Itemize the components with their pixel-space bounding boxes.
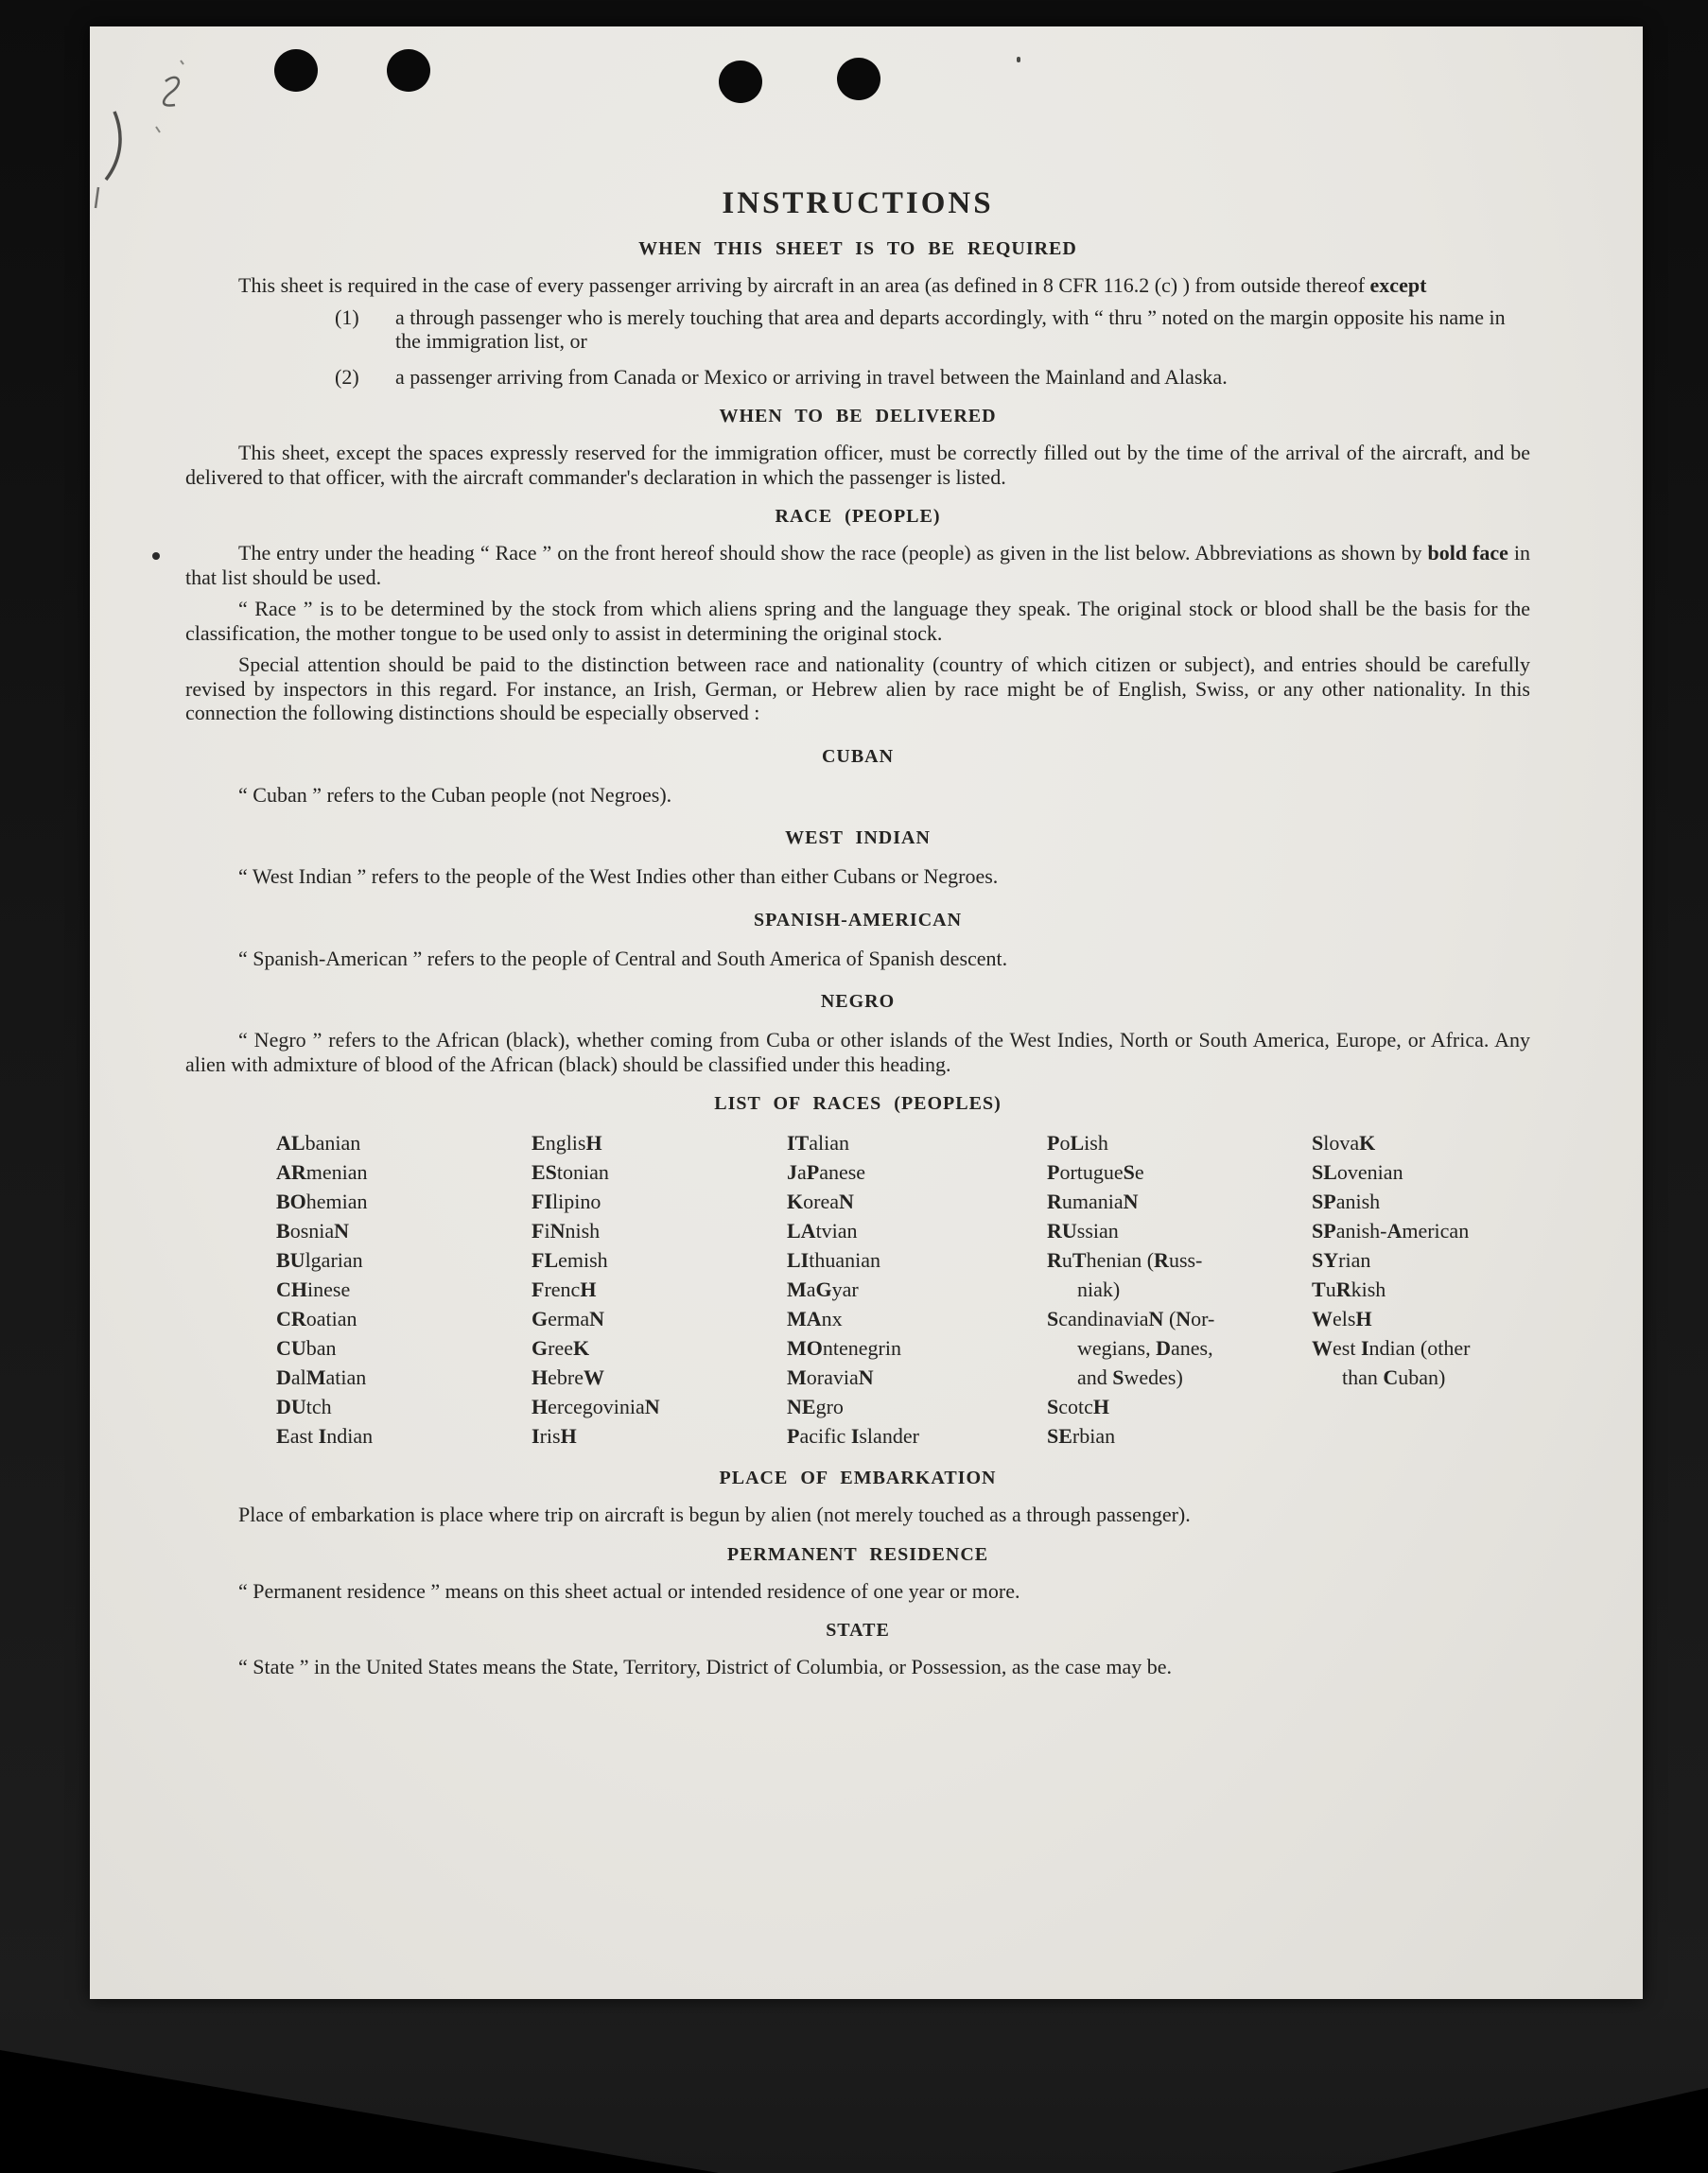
race-list-line: than Cuban) (1342, 1365, 1446, 1389)
race-list-item (276, 1216, 532, 1245)
item-text: a passenger arriving from Canada or Mexico or arriving in travel between the Mainland and Alaska. (395, 364, 1228, 389)
race-list-item (1312, 1245, 1545, 1275)
race-list-item (276, 1187, 532, 1216)
race-list-item (276, 1304, 532, 1333)
race-list (276, 1128, 1530, 1451)
race-list-line: LAtvian (787, 1219, 858, 1243)
heading-cuban: CUBAN (821, 745, 895, 767)
race-list-item (532, 1333, 787, 1363)
punch-hole-icon (274, 49, 318, 92)
race-list-line: MAnx (787, 1307, 843, 1330)
paragraph-west-indian: “ West Indian ” refers to the people of the West Indies other than either Cubans or Negroes. (238, 864, 999, 888)
race-list-item (1312, 1187, 1545, 1216)
race-list-item (1312, 1128, 1545, 1157)
race-list-line: NEgro (787, 1395, 844, 1418)
race-list-line: BOhemian (276, 1190, 368, 1213)
race-list-item (532, 1304, 787, 1333)
race-list-column (532, 1128, 787, 1451)
race-list-item (1047, 1421, 1312, 1451)
race-list-column (1312, 1128, 1545, 1451)
race-list-item (787, 1157, 1047, 1187)
race-list-line: EnglisH (532, 1131, 602, 1155)
race-list-item (532, 1392, 787, 1421)
race-list-line: LIthuanian (787, 1248, 881, 1272)
race-list-item (1047, 1187, 1312, 1216)
race-list-line: IrisH (532, 1424, 577, 1448)
race-list-line: CHinese (276, 1278, 351, 1301)
race-list-item (276, 1392, 532, 1421)
paragraph-when-required: This sheet is required in the case of every passenger arriving by aircraft in an area (as defined in 8 CFR 116.2 (c) ) from outside thereof except (238, 273, 1427, 297)
race-list-item (532, 1216, 787, 1245)
race-list-line: PortugueSe (1047, 1160, 1144, 1184)
heading-embarkation: PLACE OF EMBARKATION (719, 1468, 997, 1488)
race-list-item (1312, 1275, 1545, 1304)
race-list-line: ITalian (787, 1131, 850, 1155)
race-list-item (532, 1187, 787, 1216)
race-list-line: RuThenian (Russ- (1047, 1248, 1203, 1272)
race-list-line: ScotcH (1047, 1395, 1110, 1418)
paragraph-cuban: “ Cuban ” refers to the Cuban people (not Negroes). (238, 782, 672, 807)
race-list-line: niak) (1077, 1278, 1121, 1301)
race-list-item (276, 1275, 532, 1304)
race-list-line: FIlipino (532, 1190, 601, 1213)
race-list-line: DUtch (276, 1395, 332, 1418)
race-list-line: wegians, Danes, (1077, 1336, 1213, 1360)
race-list-line: RumaniaN (1047, 1190, 1139, 1213)
race-list-line: GreeK (532, 1336, 590, 1360)
race-list-line: SPanish (1312, 1190, 1381, 1213)
race-list-line: East Indian (276, 1424, 374, 1448)
ink-dot (152, 552, 160, 560)
page-title: INSTRUCTIONS (722, 186, 994, 220)
race-list-item (787, 1216, 1047, 1245)
paragraph-residence: “ Permanent residence ” means on this sheet actual or intended residence of one year or more. (238, 1578, 1020, 1603)
paragraph-when-delivered: This sheet, except the spaces expressly reserved for the immigration officer, must be correctly filled out by the time of the arrival of the aircraft, and be delivered to that officer, with the aircraft commander's declaration in which the passenger is listed. (185, 441, 1530, 489)
exception-item-2 (335, 365, 1513, 390)
race-list-line: MoraviaN (787, 1365, 874, 1389)
race-list-line: PoLish (1047, 1131, 1108, 1155)
race-list-item (532, 1128, 787, 1157)
race-list-line: SYrian (1312, 1248, 1371, 1272)
race-list-line: and Swedes) (1077, 1365, 1183, 1389)
race-list-line: CUban (276, 1336, 337, 1360)
race-list-item (532, 1363, 787, 1392)
race-list-line: SErbian (1047, 1424, 1116, 1448)
race-list-item (532, 1421, 787, 1451)
paragraph-embarkation: Place of embarkation is place where trip on aircraft is begun by alien (not merely touched as a through passenger). (238, 1503, 1191, 1526)
heading-race-people: RACE (PEOPLE) (775, 506, 941, 527)
heading-west-indian: WEST INDIAN (785, 827, 931, 848)
race-list-line: West Indian (other (1312, 1336, 1471, 1360)
scan-shadow-bottom-left (0, 2050, 719, 2173)
race-list-item (1312, 1333, 1545, 1392)
race-list-line: BosniaN (276, 1219, 350, 1243)
race-list-line: KoreaN (787, 1190, 854, 1213)
race-list-item (1047, 1128, 1312, 1157)
document-page (90, 26, 1643, 1999)
paragraph-spanish-american: “ Spanish-American ” refers to the people of Central and South America of Spanish descent. (238, 946, 1008, 970)
heading-spanish-american: SPANISH-AMERICAN (753, 909, 963, 930)
race-list-item (1047, 1392, 1312, 1421)
paragraph-race-1: The entry under the heading “ Race ” on the front hereof should show the race (people) as given in the list below. Abbreviations as shown by bold face in that list should be used. (185, 541, 1530, 589)
page-content (185, 185, 1530, 1687)
item-text: a through passenger who is merely touching that area and departs accordingly, with “ thru ” noted on the margin opposite his name in the immigration list, or (395, 304, 1506, 353)
race-list-item (787, 1245, 1047, 1275)
race-list-column (276, 1128, 532, 1451)
race-list-item (276, 1245, 532, 1275)
race-list-line: SPanish-American (1312, 1219, 1470, 1243)
race-list-item (1047, 1216, 1312, 1245)
race-list-column (787, 1128, 1047, 1451)
race-list-item (1047, 1304, 1312, 1392)
heading-negro: NEGRO (820, 991, 896, 1012)
race-list-line: DalMatian (276, 1365, 367, 1389)
race-list-line: TuRkish (1312, 1278, 1386, 1301)
item-number: (1) (335, 304, 359, 329)
race-list-item (787, 1392, 1047, 1421)
race-list-line: Pacific Islander (787, 1424, 919, 1448)
race-list-line: ALbanian (276, 1131, 361, 1155)
race-list-line: RUssian (1047, 1219, 1119, 1243)
race-list-item (1047, 1245, 1312, 1304)
paragraph-race-3: Special attention should be paid to the distinction between race and nationality (country of which citizen or subject), and entries should be carefully revised by inspectors in this regard. For instance, an Irish, German, or Hebrew alien by race might be of English, Swiss, or any other nationality. In this connection the following distinctions should be especially observed : (185, 652, 1530, 724)
paragraph-state: “ State ” in the United States means the State, Territory, District of Columbia, or Possession, as the case may be. (238, 1655, 1173, 1678)
heading-residence: PERMANENT RESIDENCE (726, 1543, 989, 1565)
exception-item-1 (335, 305, 1513, 354)
race-list-line: FLemish (532, 1248, 608, 1272)
paragraph-race-2: “ Race ” is to be determined by the stock from which aliens spring and the language they speak. The original stock or blood shall be the basis for the classification, the mother tongue to be used only to assist in determining the original stock. (185, 597, 1530, 645)
punch-hole-icon (837, 58, 880, 100)
race-list-item (532, 1245, 787, 1275)
race-list-item (787, 1275, 1047, 1304)
race-list-line: SLovenian (1312, 1160, 1403, 1184)
punch-hole-icon (387, 49, 430, 92)
race-list-line: ScandinaviaN (Nor- (1047, 1307, 1215, 1330)
race-list-line: GermaN (532, 1307, 604, 1330)
race-list-line: JaPanese (787, 1160, 866, 1184)
race-list-item (787, 1187, 1047, 1216)
race-list-line: FrencH (532, 1278, 597, 1301)
heading-when-delivered: WHEN TO BE DELIVERED (719, 406, 997, 426)
exception-list (185, 305, 1530, 390)
race-list-line: ARmenian (276, 1160, 368, 1184)
race-list-line: HercegoviniaN (532, 1395, 660, 1418)
race-list-line: EStonian (532, 1160, 609, 1184)
race-list-item (276, 1421, 532, 1451)
race-list-line: CRoatian (276, 1307, 357, 1330)
race-list-line: WelsH (1312, 1307, 1372, 1330)
scan-speck (1017, 57, 1020, 62)
race-list-item (276, 1333, 532, 1363)
race-list-line: MOntenegrin (787, 1336, 901, 1360)
race-list-item (787, 1421, 1047, 1451)
race-list-line: MaGyar (787, 1278, 859, 1301)
race-list-line: BUlgarian (276, 1248, 363, 1272)
heading-when-required: WHEN THIS SHEET IS TO BE REQUIRED (638, 238, 1077, 259)
item-number: (2) (335, 364, 359, 389)
race-list-item (787, 1363, 1047, 1392)
paragraph-negro: “ Negro ” refers to the African (black), whether coming from Cuba or other islands of the West Indies, North or South America, Europe, or Africa. Any alien with admixture of blood of the African (black) should be classified under this heading. (185, 1028, 1530, 1076)
punch-hole-icon (719, 61, 762, 103)
race-list-item (787, 1333, 1047, 1363)
heading-state: STATE (826, 1620, 890, 1641)
race-list-item (1312, 1157, 1545, 1187)
race-list-item (1047, 1157, 1312, 1187)
race-list-column (1047, 1128, 1312, 1451)
race-list-item (787, 1128, 1047, 1157)
race-list-item (532, 1275, 787, 1304)
heading-race-list: LIST OF RACES (PEOPLES) (714, 1093, 1002, 1114)
race-list-item (532, 1157, 787, 1187)
scan-shadow-bottom-right (1330, 2088, 1708, 2173)
race-list-item (276, 1128, 532, 1157)
race-list-line: SlovaK (1312, 1131, 1376, 1155)
race-list-item (1312, 1216, 1545, 1245)
race-list-item (276, 1157, 532, 1187)
race-list-item (276, 1363, 532, 1392)
race-list-item (1312, 1304, 1545, 1333)
race-list-line: FiNnish (532, 1219, 601, 1243)
race-list-item (787, 1304, 1047, 1333)
race-list-line: HebreW (532, 1365, 604, 1389)
